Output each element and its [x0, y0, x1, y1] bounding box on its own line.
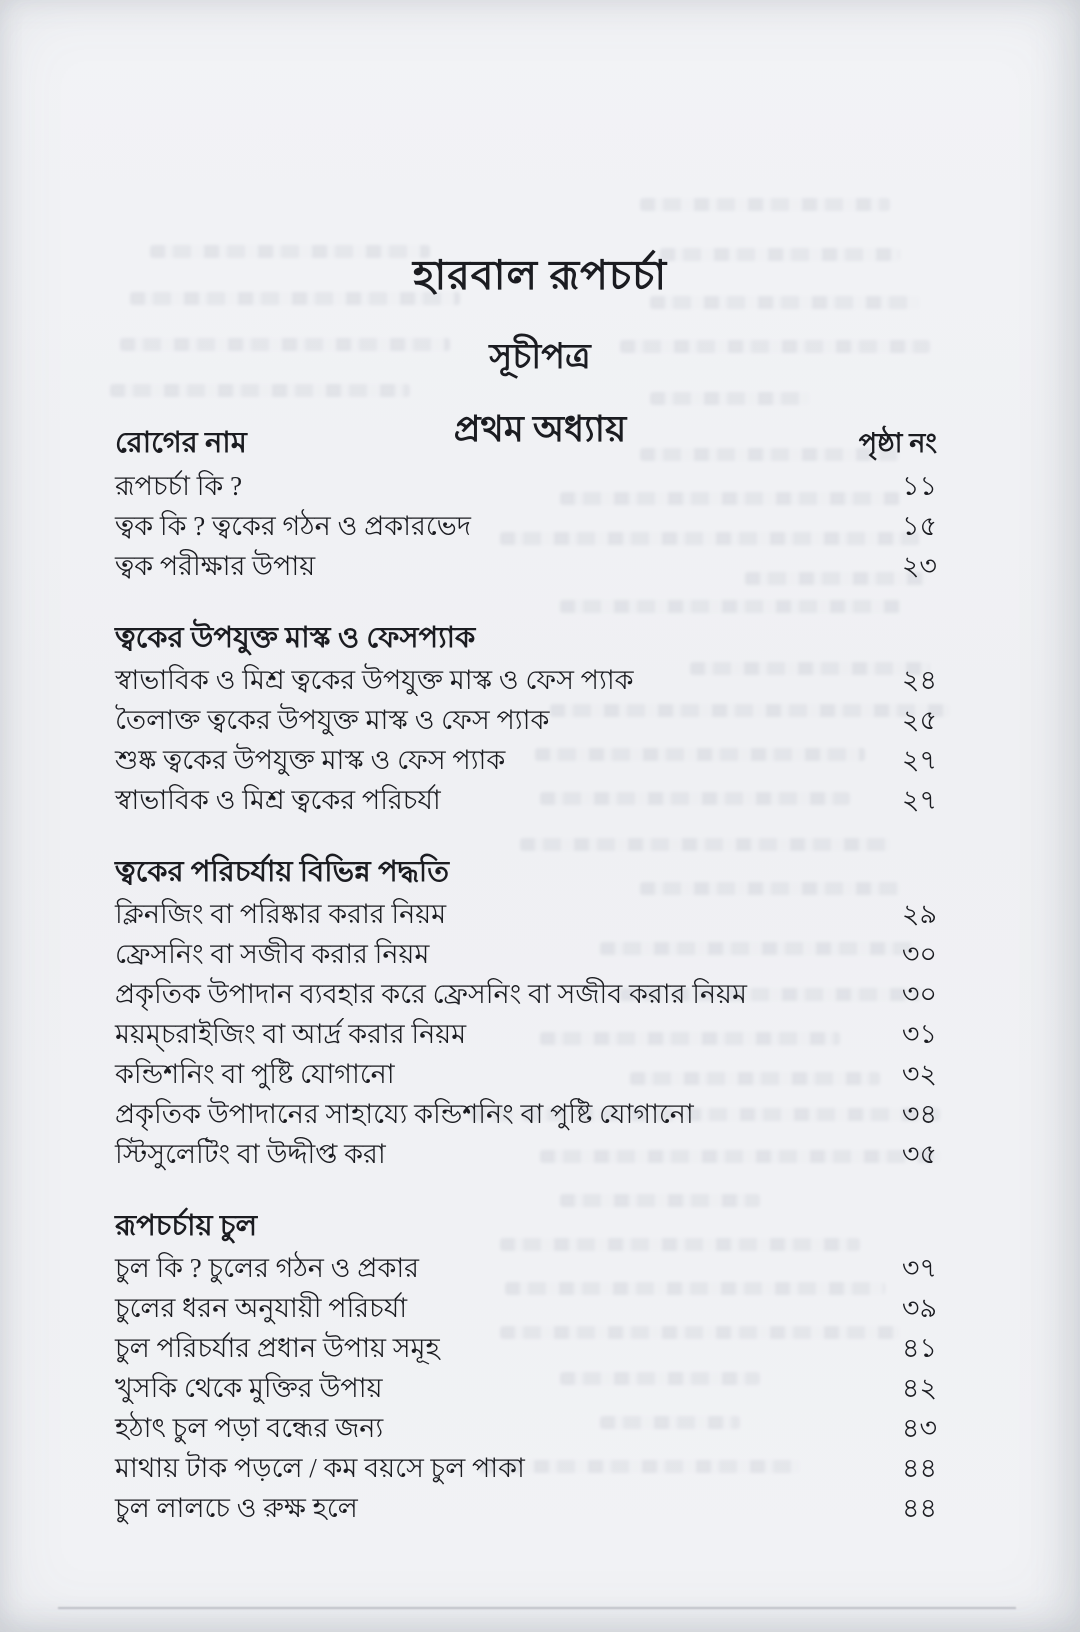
- toc-row: [115, 506, 937, 546]
- toc-row: [115, 894, 937, 934]
- column-header-topic: রোগের নাম: [115, 427, 247, 459]
- toc-item-label: ত্বক পরীক্ষার উপায়: [115, 551, 316, 581]
- toc-item-page-number: ২৩: [901, 551, 937, 581]
- scan-fold-line: [58, 1607, 1016, 1609]
- toc-item-page-number: ৩৭: [901, 1253, 937, 1283]
- toc-item-label: কন্ডিশনিং বা পুষ্টি যোগানো: [115, 1059, 395, 1089]
- toc-title: সূচীপত্র: [489, 337, 591, 376]
- toc-item-label: রূপচর্চা কি ?: [115, 471, 243, 501]
- toc-item-label: খুসকি থেকে মুক্তির উপায়: [115, 1373, 383, 1403]
- toc-row: [115, 466, 937, 506]
- toc-item-page-number: ৪৩: [901, 1413, 937, 1443]
- toc-item-page-number: ৪২: [901, 1373, 937, 1403]
- toc-item-page-number: ৩৫: [901, 1139, 937, 1169]
- toc-item-page-number: ৩৯: [901, 1293, 937, 1323]
- toc-item-label: প্রকৃতিক উপাদানের সাহায্যে কন্ডিশনিং বা পুষ্টি যোগানো: [115, 1099, 694, 1129]
- toc-row: [115, 1368, 937, 1408]
- toc-item-page-number: ৩০: [901, 939, 937, 969]
- toc-row: [115, 546, 937, 586]
- toc-item-page-number: ২৫: [901, 705, 937, 735]
- toc-item-page-number: ৩০: [901, 979, 937, 1009]
- toc-item-label: স্বাভাবিক ও মিশ্র ত্বকের পরিচর্যা: [115, 785, 441, 815]
- toc-section: [115, 616, 937, 820]
- column-header-page-no: পৃষ্ঠা নং: [858, 428, 937, 458]
- toc-item-label: ফ্রেসনিং বা সজীব করার নিয়ম: [115, 939, 430, 969]
- toc-row: [115, 1288, 937, 1328]
- toc-row: [115, 1054, 937, 1094]
- toc-item-page-number: ৪৪: [901, 1493, 937, 1523]
- toc-row: [115, 1248, 937, 1288]
- toc-item-page-number: ১৫: [901, 511, 937, 541]
- toc-section: [115, 466, 937, 586]
- toc-item-page-number: ২৯: [901, 899, 937, 929]
- toc-section-heading: ত্বকের পরিচর্যায় বিভিন্ন পদ্ধতি: [115, 856, 449, 888]
- toc-item-page-number: ২৪: [901, 665, 937, 695]
- toc-row: [115, 934, 937, 974]
- toc-row: [115, 1488, 937, 1528]
- toc-item-label: হঠাৎ চুল পড়া বন্ধের জন্য: [115, 1413, 384, 1443]
- toc-item-page-number: ৩১: [901, 1019, 937, 1049]
- toc-item-label: চুল পরিচর্যার প্রধান উপায় সমূহ: [115, 1333, 440, 1363]
- toc-item-label: স্বাভাবিক ও মিশ্র ত্বকের উপযুক্ত মাস্ক ও ফেস প্যাক: [115, 665, 634, 695]
- toc-item-page-number: ২৭: [901, 745, 937, 775]
- toc-row: [115, 780, 937, 820]
- toc-row: [115, 740, 937, 780]
- toc-item-label: প্রকৃতিক উপাদান ব্যবহার করে ফ্রেসনিং বা সজীব করার নিয়ম: [115, 979, 747, 1009]
- toc-row: [115, 1094, 937, 1134]
- toc-item-page-number: ৪৪: [901, 1453, 937, 1483]
- toc-row: [115, 974, 937, 1014]
- toc-item-label: চুল লালচে ও রুক্ষ হলে: [115, 1493, 358, 1523]
- toc-row: [115, 1408, 937, 1448]
- toc-section-heading: ত্বকের উপযুক্ত মাস্ক ও ফেসপ্যাক: [115, 622, 476, 654]
- toc-item-label: শুষ্ক ত্বকের উপযুক্ত মাস্ক ও ফেস প্যাক: [115, 745, 506, 775]
- toc-item-label: চুল কি ? চুলের গঠন ও প্রকার: [115, 1253, 420, 1283]
- toc-column-header-row: [115, 420, 937, 466]
- chapter-title: প্রথম অধ্যায়: [453, 409, 627, 449]
- toc-item-label: তৈলাক্ত ত্বকের উপযুক্ত মাস্ক ও ফেস প্যাক: [115, 705, 550, 735]
- toc-row: [115, 1014, 937, 1054]
- toc-row: [115, 1134, 937, 1174]
- toc-section-heading: রূপচর্চায় চুল: [115, 1210, 258, 1242]
- toc-item-page-number: ৩২: [901, 1059, 937, 1089]
- toc-item-page-number: ৩৪: [901, 1099, 937, 1129]
- toc-row: [115, 660, 937, 700]
- toc-item-page-number: ৪১: [901, 1333, 937, 1363]
- toc-item-page-number: ১১: [901, 471, 937, 501]
- toc-section: [115, 850, 937, 1174]
- toc-row: [115, 1328, 937, 1368]
- toc-item-label: ক্লিনজিং বা পরিষ্কার করার নিয়ম: [115, 899, 447, 929]
- toc-item-label: মাথায় টাক পড়লে / কম বয়সে চুল পাকা: [115, 1453, 525, 1483]
- show-through-artifact: [640, 198, 890, 211]
- toc-item-label: স্টিসুলেটিং বা উদ্দীপ্ত করা: [115, 1139, 386, 1169]
- toc-item-label: চুলের ধরন অনুযায়ী পরিচর্যা: [115, 1293, 408, 1323]
- toc-row: [115, 1448, 937, 1488]
- toc-item-label: ত্বক কি ? ত্বকের গঠন ও প্রকারভেদ: [115, 511, 471, 541]
- toc-item-page-number: ২৭: [901, 785, 937, 815]
- book-title: হারবাল রূপচর্চা: [412, 252, 668, 298]
- toc-item-label: ময়ম্চরাইজিং বা আর্দ্র করার নিয়ম: [115, 1019, 467, 1049]
- toc-section: [115, 1204, 937, 1528]
- table-of-contents: [115, 420, 937, 1528]
- toc-row: [115, 700, 937, 740]
